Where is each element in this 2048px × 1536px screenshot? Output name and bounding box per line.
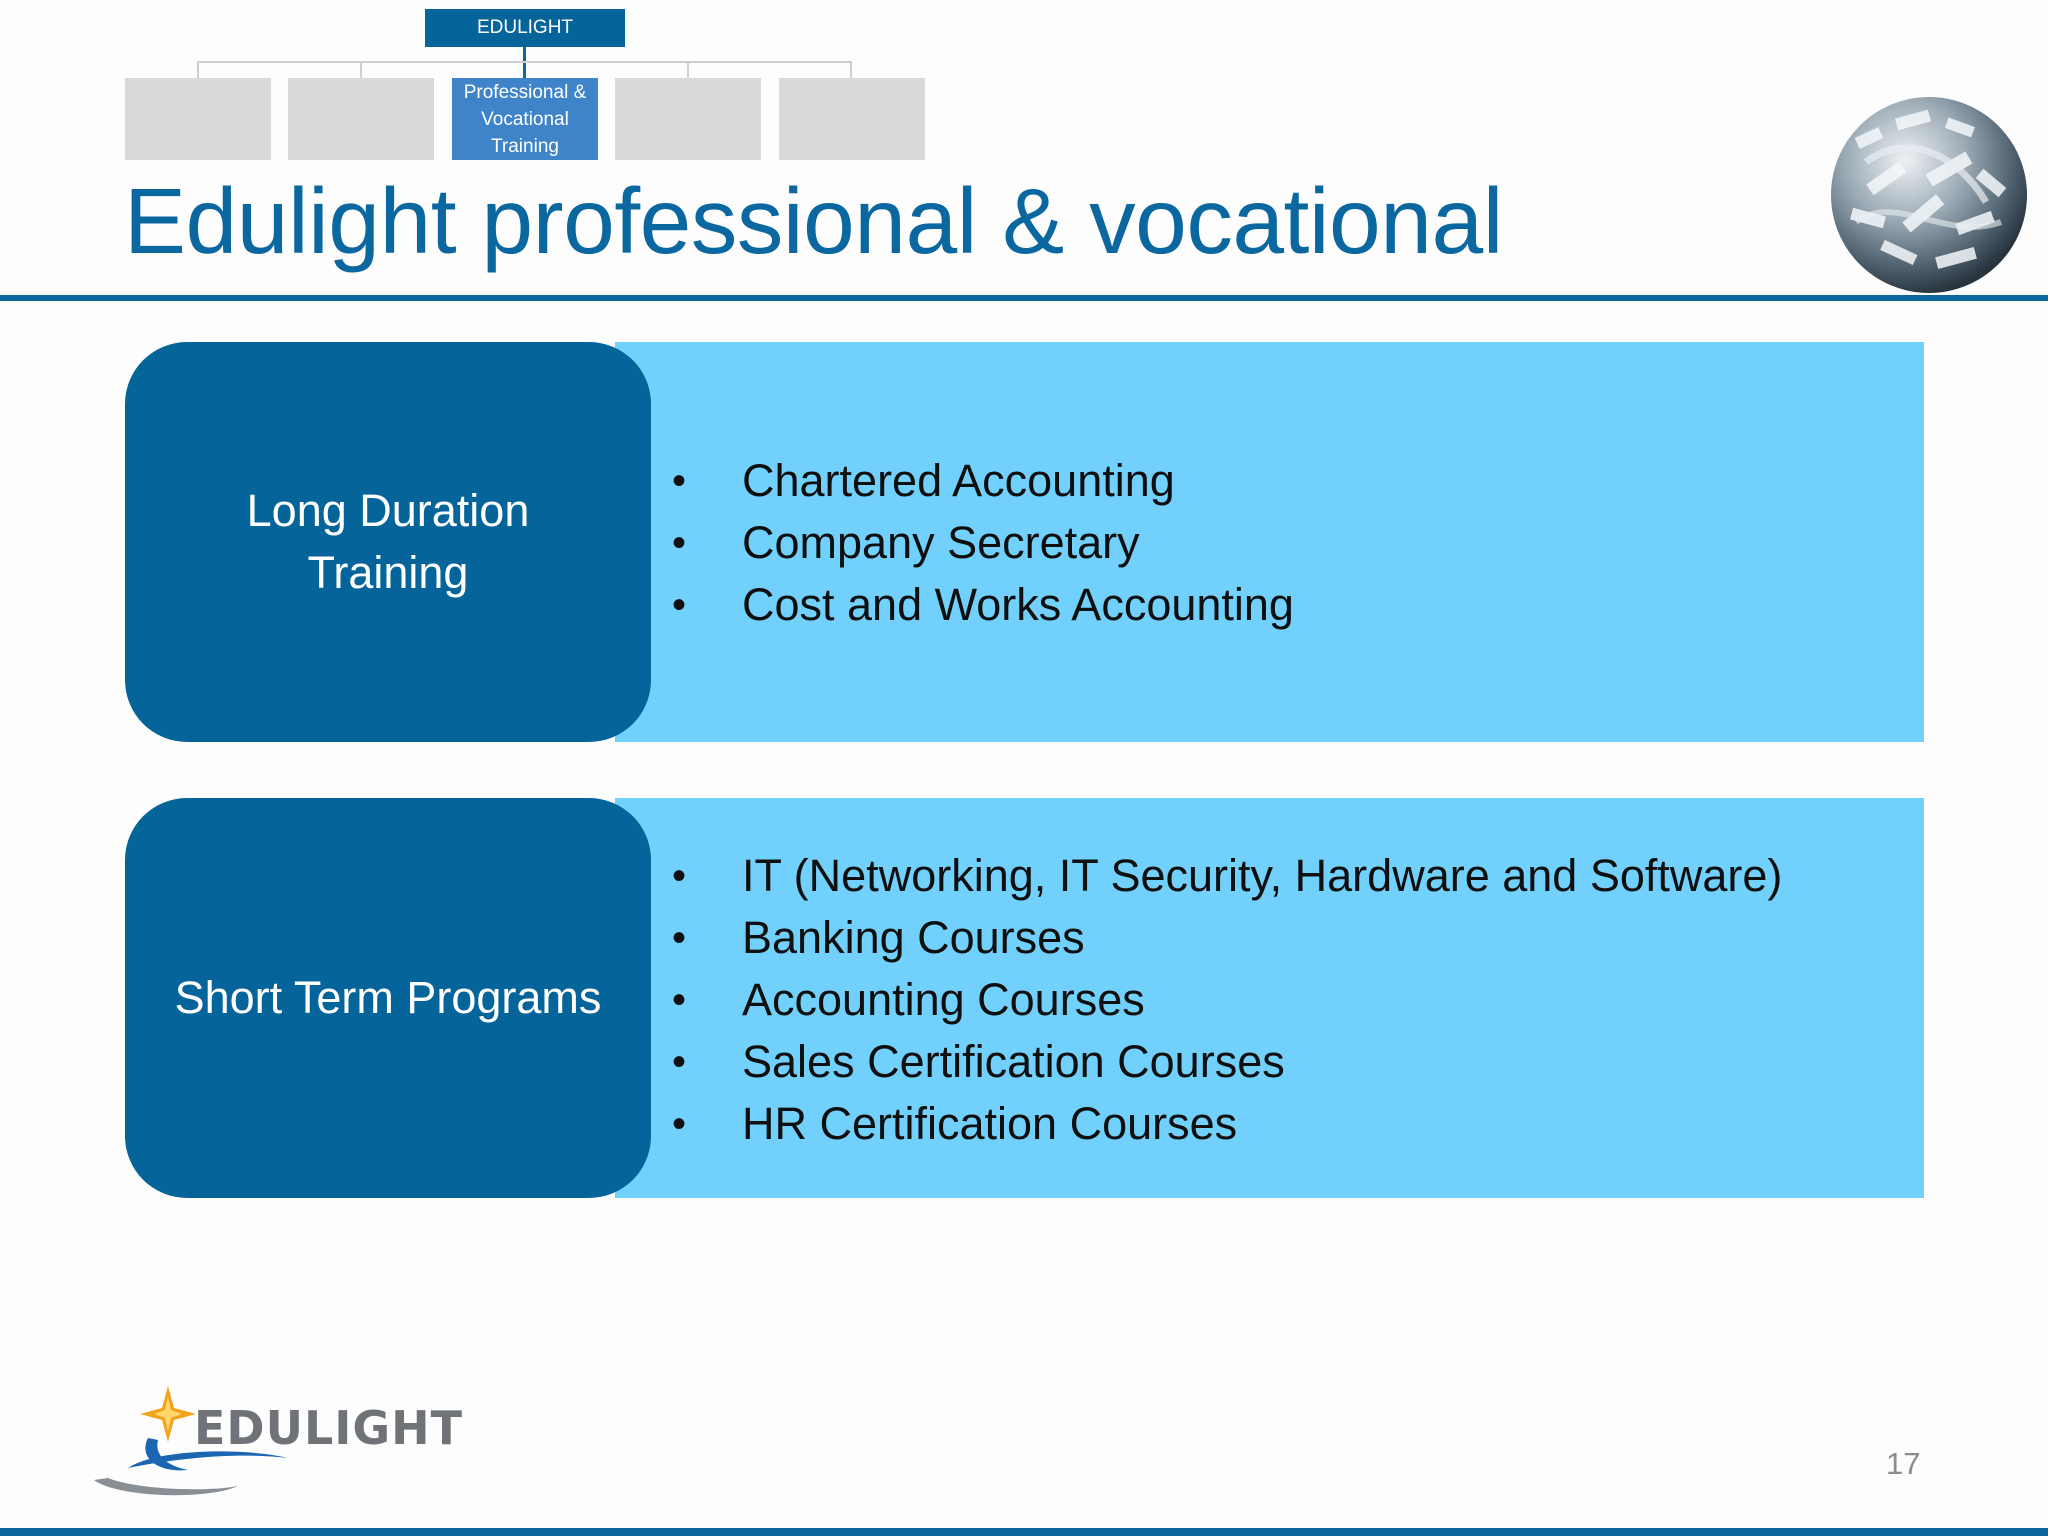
org-chart-box-active	[452, 78, 598, 160]
list-item: • Banking Courses	[672, 907, 1782, 969]
list-item: • Company Secretary	[672, 512, 1294, 574]
org-chart-root: EDULIGHT	[425, 9, 625, 47]
list-item: • Chartered Accounting	[672, 450, 1294, 512]
footer-divider	[0, 1528, 2048, 1536]
section-label-line: Training	[307, 547, 469, 598]
list-item: • Sales Certification Courses	[672, 1031, 1782, 1093]
list-item: • Cost and Works Accounting	[672, 574, 1294, 636]
org-chart-branch-line	[197, 61, 852, 63]
org-chart-box	[615, 78, 761, 160]
list-item: • IT (Networking, IT Security, Hardware and Software)	[672, 845, 1782, 907]
list-item: • Accounting Courses	[672, 969, 1782, 1031]
page-title: Edulight professional & vocational	[124, 169, 1503, 273]
org-chart-box	[288, 78, 434, 160]
org-chart-branch-tick	[360, 61, 362, 78]
org-chart-branch-tick	[687, 61, 689, 78]
title-divider	[0, 295, 2048, 301]
logo-text: EDULIGHT	[194, 1401, 464, 1455]
section-label-box	[125, 798, 651, 1198]
org-chart-box	[779, 78, 925, 160]
org-chart-branch-tick	[850, 61, 852, 78]
section-label-line: Short Term Programs	[174, 972, 602, 1023]
bullet-list	[672, 845, 1782, 1155]
section-label-box	[125, 342, 651, 742]
bullet-list	[672, 450, 1294, 636]
org-chart-active-label: Professional & Vocational Training	[463, 81, 587, 157]
org-chart-branch-tick	[197, 61, 199, 78]
section-label-line: Long Duration	[246, 485, 530, 536]
globe-icon	[1826, 92, 2032, 298]
org-chart-box	[125, 78, 271, 160]
list-item: • HR Certification Courses	[672, 1093, 1782, 1155]
edulight-logo	[88, 1378, 508, 1498]
page-number: 17	[1886, 1446, 1921, 1481]
